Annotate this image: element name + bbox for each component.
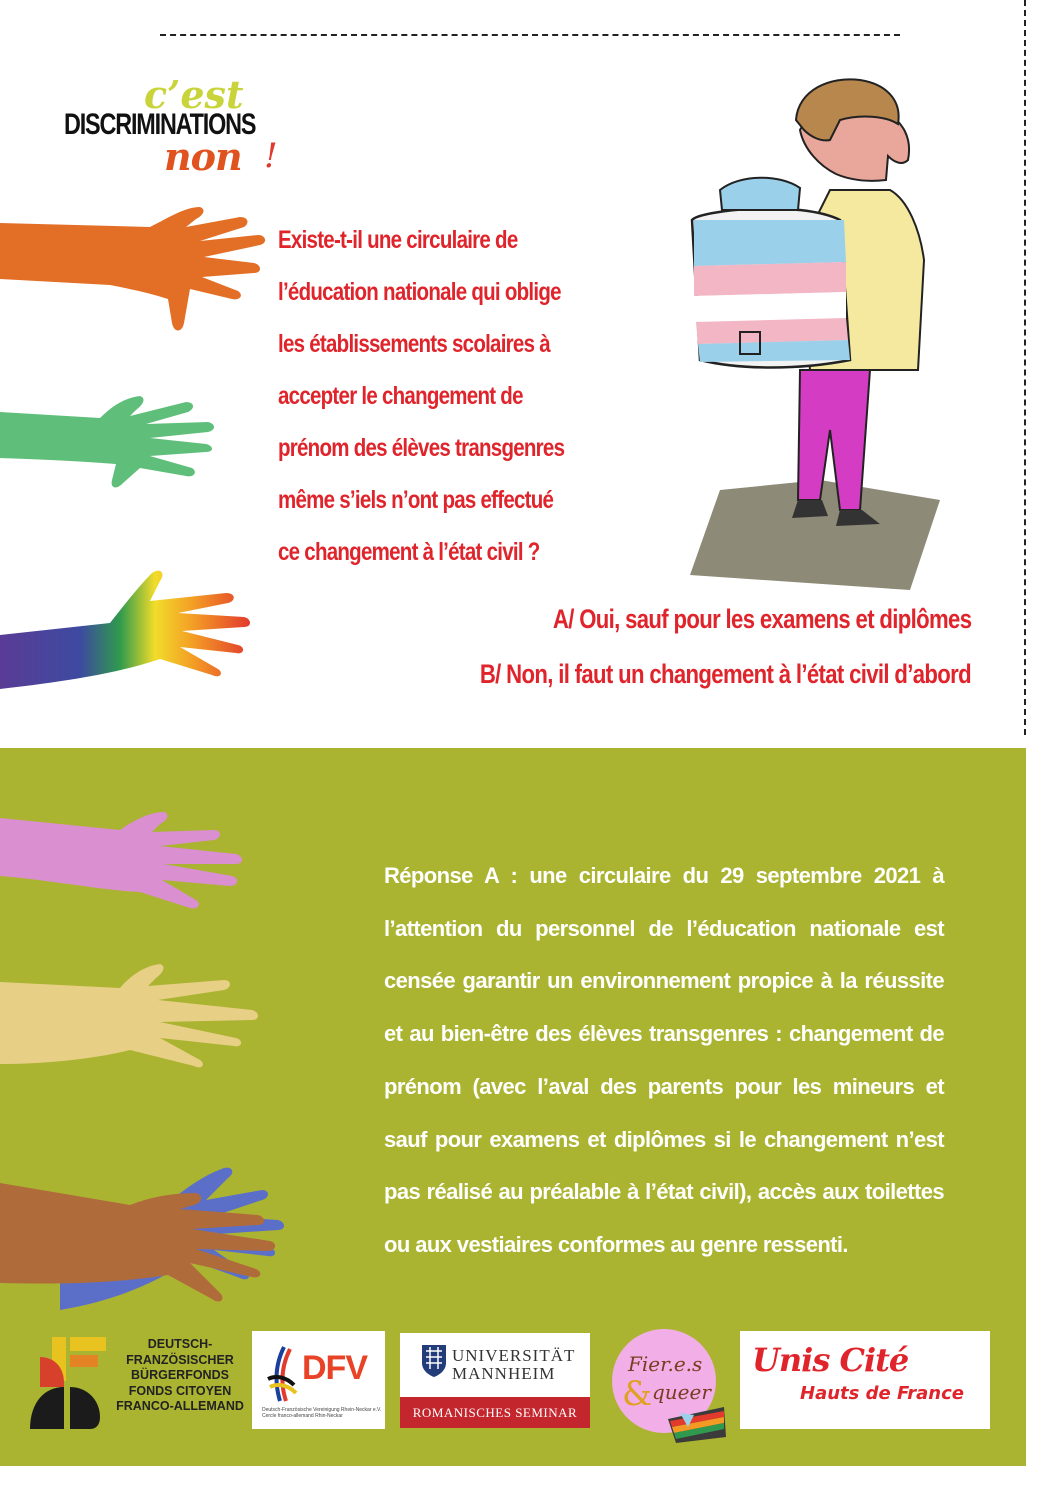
logo-exclamation: !: [264, 136, 278, 176]
uni-name: [452, 1347, 575, 1383]
uni-department: ROMANISCHES SEMINAR: [400, 1397, 590, 1428]
logo-cest: c’est: [144, 72, 244, 117]
uni-mannheim-logo: [400, 1333, 590, 1428]
cut-line-top: [160, 34, 900, 36]
campaign-logo: [64, 72, 294, 182]
hand-brown-icon: [0, 1175, 280, 1335]
question-line: les établissements scolaires à: [278, 330, 550, 358]
hand-rainbow-icon: [0, 565, 255, 695]
question-line: ce changement à l’état civil ?: [278, 538, 540, 566]
schoolchild-backpack-illustration-icon: [680, 70, 950, 590]
dfbf-line: BÜRGERFONDS: [131, 1368, 229, 1383]
dfbf-line: FRANZÖSISCHER: [126, 1352, 234, 1367]
response-text: Réponse A : une circulaire du 29 septembre 2021 à l’attention du personnel de l’éducation nationale est censée garantir un environnement propice à la réussite et au bien-être des élèves transgenres : changement de prénom (avec l’aval des parents pour les mineurs et sauf pour examens et diplômes si le changement n’est pas réalisé au préalable à l’état civil), accès aux toilettes ou aux vestiaires conformes au genre ressenti.: [384, 863, 944, 1257]
uni-name-line: UNIVERSITÄT: [452, 1346, 576, 1365]
dfbf-line: FRANCO-ALLEMAND: [116, 1399, 244, 1414]
hand-pink-icon: [0, 810, 250, 920]
answer-option-a: A/ Oui, sauf pour les examens et diplômes: [552, 604, 971, 634]
question-line: même s’iels n’ont pas effectué: [278, 486, 554, 514]
logo-non: non: [164, 134, 242, 179]
cut-line-right: [1024, 0, 1026, 735]
answer-option-b: B/ Non, il faut un changement à l’état civil d’abord: [479, 659, 971, 689]
flag-swoosh-icon: [264, 1345, 304, 1405]
question-line: accepter le changement de: [278, 382, 523, 410]
logo-discriminations: DISCRIMINATIONS: [64, 108, 256, 141]
partner-logos: [0, 1325, 1024, 1435]
hand-green-icon: [0, 392, 230, 492]
question-line: l’éducation nationale qui oblige: [278, 278, 561, 306]
dfbf-line: FONDS CITOYEN: [128, 1383, 232, 1398]
fier-line1: Fier.e.s: [628, 1352, 703, 1376]
question-text: [278, 214, 658, 578]
fier-queer-logo-icon: [606, 1325, 726, 1445]
crest-icon: [420, 1343, 448, 1379]
dfbf-name: [110, 1337, 250, 1415]
unis-cite-logo: [740, 1331, 990, 1429]
dfbf-line: DEUTSCH-: [147, 1337, 213, 1351]
fier-line2: queer: [652, 1380, 711, 1404]
hand-beige-icon: [0, 960, 265, 1080]
dfv-caption: Deutsch-Französische Vereinigung Rhein-Neckar e.V. Cercle franco-allemand Rhin-Neckar: [262, 1407, 382, 1419]
hand-orange-icon: [0, 205, 270, 335]
dfv-logo: [252, 1331, 385, 1429]
fier-amp: &: [622, 1374, 653, 1414]
dfbf-logo-icon: [30, 1337, 106, 1429]
unis-cite-name: Unis Cité: [752, 1341, 909, 1379]
uni-name-line: MANNHEIM: [452, 1364, 556, 1383]
question-line: prénom des élèves transgenres: [278, 434, 565, 462]
question-line: Existe-t-il une circulaire de: [278, 226, 518, 254]
dfv-name: DFV: [302, 1349, 367, 1387]
unis-cite-region: Hauts de France: [800, 1383, 965, 1404]
